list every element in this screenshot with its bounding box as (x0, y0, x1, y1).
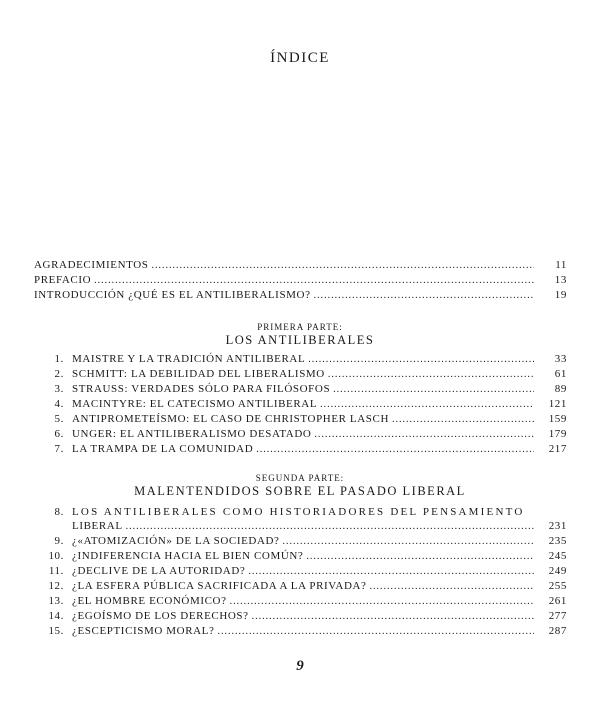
dot-leader (333, 383, 534, 397)
chapter-page: 277 (548, 610, 567, 622)
toc-chapter (34, 367, 567, 381)
dot-leader (306, 550, 534, 564)
chapter-title: ¿INDIFERENCIA HACIA EL BIEN COMÚN? (72, 550, 304, 562)
dot-leader (217, 625, 534, 639)
chapter-title: UNGER: EL ANTILIBERALISMO DESATADO (72, 428, 312, 440)
toc-chapter (34, 382, 567, 396)
chapter-title: ¿LA ESFERA PÚBLICA SACRIFICADA A LA PRIVADA? (72, 580, 367, 592)
dot-leader (230, 595, 534, 609)
chapter-page: 121 (548, 398, 567, 410)
chapter-title: ¿ESCEPTICISMO MORAL? (72, 625, 215, 637)
toc-chapter (34, 579, 567, 593)
chapter-number: 15. (48, 625, 64, 637)
chapter-page: 235 (548, 535, 567, 547)
chapter-title: STRAUSS: VERDADES SÓLO PARA FILÓSOFOS (72, 383, 331, 395)
dot-leader (152, 259, 534, 273)
toc-chapter (34, 549, 567, 563)
chapter-number: 5. (54, 413, 64, 425)
part-two-label: SEGUNDA PARTE: (255, 473, 345, 483)
toc-chapter (34, 505, 567, 519)
part-one-label: PRIMERA PARTE: (257, 322, 343, 332)
chapter-number: 12. (48, 580, 64, 592)
chapter-number: 8. (54, 506, 64, 518)
chapter-number: 9. (54, 535, 64, 547)
toc-chapter (34, 609, 567, 623)
chapter-number: 7. (54, 443, 64, 455)
toc-chapter (34, 442, 567, 456)
chapter-page: 245 (548, 550, 567, 562)
toc-chapter-continuation (72, 519, 567, 533)
chapter-number: 4. (54, 398, 64, 410)
toc-entry-introduction (34, 288, 567, 302)
toc-chapter (34, 352, 567, 366)
chapter-title: ¿EGOÍSMO DE LOS DERECHOS? (72, 610, 249, 622)
dot-leader (256, 443, 534, 457)
chapter-title: ¿EL HOMBRE ECONÓMICO? (72, 595, 227, 607)
chapter-number: 3. (54, 383, 64, 395)
toc-entry-title: INTRODUCCIÓN ¿QUÉ ES EL ANTILIBERALISMO? (34, 289, 311, 301)
chapter-page: 249 (548, 565, 567, 577)
chapter-title: ¿«ATOMIZACIÓN» DE LA SOCIEDAD? (72, 535, 280, 547)
chapter-title: MAISTRE Y LA TRADICIÓN ANTILIBERAL (72, 353, 306, 365)
toc-entry-preface (34, 273, 567, 287)
chapter-title: MACINTYRE: EL CATECISMO ANTILIBERAL (72, 398, 318, 410)
chapter-number: 14. (48, 610, 64, 622)
toc-entry-title: PREFACIO (34, 274, 92, 286)
chapter-title: ¿DECLIVE DE LA AUTORIDAD? (72, 565, 246, 577)
chapter-title: LA TRAMPA DE LA COMUNIDAD (72, 443, 254, 455)
chapter-title-continued: LIBERAL (72, 520, 123, 532)
chapter-number: 13. (48, 595, 64, 607)
toc-chapter (34, 427, 567, 441)
dot-leader (314, 428, 534, 442)
page-title: ÍNDICE (270, 50, 330, 66)
chapter-page: 261 (548, 595, 567, 607)
part-two-title: MALENTENDIDOS SOBRE EL PASADO LIBERAL (134, 484, 466, 498)
chapter-page: 287 (548, 625, 567, 637)
chapter-title: ANTIPROMETEÍSMO: EL CASO DE CHRISTOPHER LASCH (72, 413, 389, 425)
toc-chapter (34, 564, 567, 578)
dot-leader (248, 565, 534, 579)
chapter-page: 159 (548, 413, 567, 425)
dot-leader (320, 398, 534, 412)
toc-chapter (34, 412, 567, 426)
toc-entry-title: AGRADECIMIENTOS (34, 259, 149, 271)
dot-leader (314, 289, 534, 303)
chapter-page: 179 (548, 428, 567, 440)
chapter-number: 2. (54, 368, 64, 380)
toc-chapter (34, 624, 567, 638)
dot-leader (370, 580, 534, 594)
chapter-page: 33 (554, 353, 567, 365)
chapter-page: 61 (554, 368, 567, 380)
page-number: 9 (296, 658, 304, 674)
chapter-number: 11. (48, 565, 64, 577)
dot-leader (252, 610, 534, 624)
toc-entry-page: 19 (554, 289, 567, 301)
toc-entry-acknowledgements (34, 258, 567, 272)
dot-leader (126, 520, 534, 534)
chapter-title: SCHMITT: LA DEBILIDAD DEL LIBERALISMO (72, 368, 325, 380)
part-one-title: LOS ANTILIBERALES (225, 333, 375, 347)
dot-leader (94, 274, 534, 288)
toc-chapter (34, 594, 567, 608)
chapter-page: 89 (554, 383, 567, 395)
dot-leader (283, 535, 534, 549)
dot-leader (392, 413, 534, 427)
chapter-page: 217 (548, 443, 567, 455)
dot-leader (308, 353, 534, 367)
chapter-page: 255 (548, 580, 567, 592)
chapter-page: 231 (548, 520, 567, 532)
toc-chapter (34, 397, 567, 411)
toc-chapter (34, 534, 567, 548)
toc-entry-page: 13 (554, 274, 567, 286)
chapter-number: 10. (48, 550, 64, 562)
toc-entry-page: 11 (555, 259, 567, 271)
chapter-number: 6. (54, 428, 64, 440)
chapter-title: LOS ANTILIBERALES COMO HISTORIADORES DEL PENSAMIENTO (72, 506, 525, 518)
dot-leader (328, 368, 534, 382)
chapter-number: 1. (54, 353, 64, 365)
